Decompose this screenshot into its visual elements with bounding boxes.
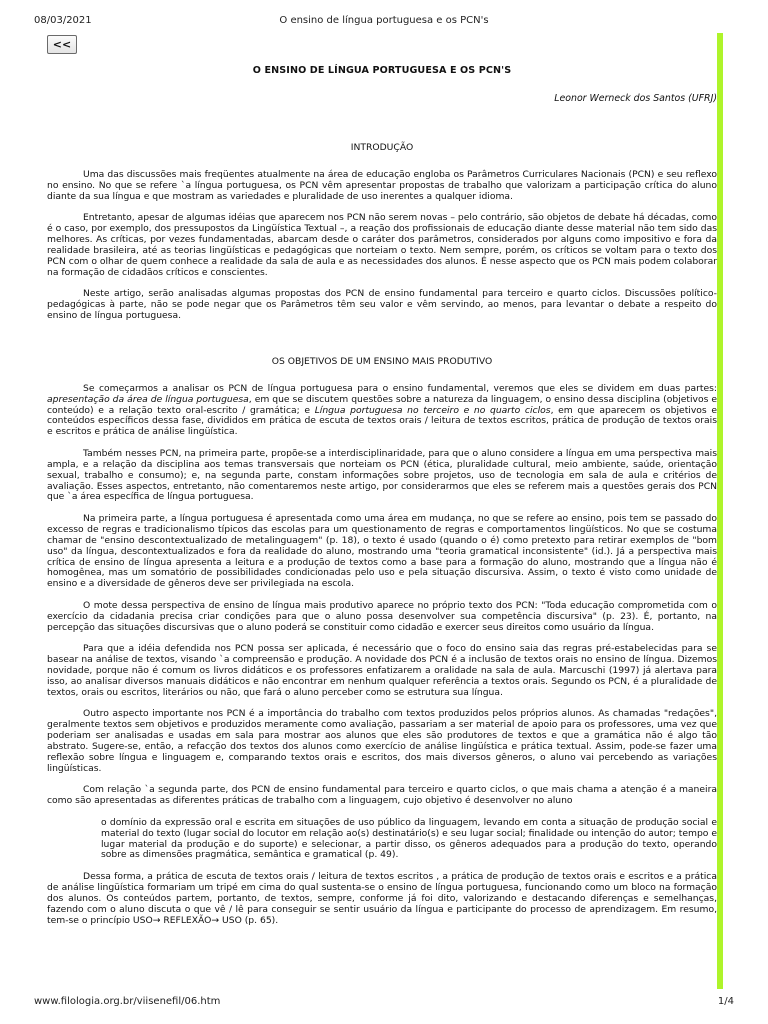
- paragraph-text: , em que se discutem questões sobre a natureza da linguagem, o ensino dessa disciplina (objetivos e conteúdo) e a relação texto oral-escrito / gramática; e: [47, 393, 717, 416]
- print-footer: [34, 996, 734, 1010]
- article-title: O ENSINO DE LÍNGUA PORTUGUESA E OS PCN'S: [252, 65, 512, 76]
- paragraph: Também nesses PCN, na primeira parte, propõe-se a interdisciplinaridade, para que o aluno considere a língua em uma perspectiva mais ampla, e a relação da disciplina aos temas transversais que norteiam os PCN (ética, pluralidade cultural, meio ambiente, saúde, orientação sexual, trabalho e consumo); e, na segunda parte, constam informações sobre projetos, uso de tecnologia em sala de aula e critérios de avaliação. Esses aspectos, entretanto, não comentaremos neste artigo, por considerarmos que eles se referem mais a questões gerais dos PCN que `a área específica de língua portuguesa.: [47, 447, 717, 503]
- paragraph: O mote dessa perspectiva de ensino de língua mais produtivo aparece no próprio texto dos PCN: "Toda educação comprometida com o exercício da cidadania precisa criar condições para que o aluno possa desenvolver sua competência discursiva" (p. 23). É, portanto, na percepção das situações discursivas que o aluno poderá se constituir como cidadão e exercer seus direitos como usuário da língua.: [47, 599, 717, 633]
- italic-phrase: apresentação da área de língua portuguesa: [47, 393, 249, 405]
- paragraph: [47, 384, 717, 439]
- paragraph: Dessa forma, a prática de escuta de textos orais / leitura de textos escritos , a prática de produção de textos orais e escritos e a prática de análise lingüística formariam um tripé em cima do qual sustenta-se o ensino de língua portuguesa, funcionando como um bloco na formação dos alunos. Os conteúdos partem, portanto, de textos, sempre, conforme já foi dito, valorizando e destacando diferenças e semelhanças, fazendo com o aluno discuta o que vê / lê para conseguir se sentir usuário da língua e participante do processo de aprendizagem. Em resumo, tem-se o princípio USO→ REFLEXÃO→ USO (p. 65).: [47, 870, 717, 926]
- paragraph: Neste artigo, serão analisadas algumas propostas dos PCN de ensino fundamental para terceiro e quarto ciclos. Discussões político-pedagógicas à parte, não se pode negar que os Parâmetros têm seu valor e vêm servindo, ao menos, para levantar o debate a respeito do ensino de língua portuguesa.: [47, 288, 717, 321]
- paragraph: Entretanto, apesar de algumas idéias que aparecem nos PCN não serem novas – pelo contrário, são objetos de debate há décadas, como é o caso, por exemplo, dos pressupostos da Lingüística Textual –, a reação dos profissionais de educação diante desse material não tem sido das melhores. As críticas, por vezes fundamentadas, abarcam desde o caráter dos parâmetros, considerados por alguns como impositivo e fora da realidade brasileira, até as teorias lingüísticas e pedagógicas que norteiam o texto. Nem sempre, porém, os críticos se voltam para o texto dos PCN com o olhar de quem conhece a realidade da sala de aula e as necessidades dos alunos. É nesse aspecto que os PCN mais podem colaborar na formação de cidadãos críticos e conscientes.: [47, 212, 717, 278]
- print-url: www.filologia.org.br/viisenefil/06.htm: [34, 996, 221, 1007]
- green-accent-bar: [717, 33, 723, 989]
- paragraph-text: , em que aparecem os objetivos e conteúdos específicos dessa fase, divididos em prática de escuta de textos orais / leitura de textos escritos, prática de produção de textos orais e escritos e prática de análise lingüística.: [47, 404, 718, 438]
- paragraph: Na primeira parte, a língua portuguesa é apresentada como uma área em mudança, no que se refere ao ensino, pois tem se passado do excesso de regras e tradicionalismo típicos das escolas para um questionamento de regras e comportamentos lingüísticos. No que se costuma chamar de "ensino descontextualizado de metalinguagem" (p. 18), o texto é usado (quando o é) como pretexto para retirar exemplos de "bom uso" da língua, descontextualizados e fora da realidade do aluno, mostrando uma "teoria gramatical inconsistente" (id.). Já a perspectiva mais crítica de ensino de língua apresenta a leitura e a produção de textos como a base para a formação do aluno, mostrando que a língua não é homogênea, mas um somatório de possibilidades condicionadas pelo uso e pela situação discursiva. Assim, o texto é visto como unidade de ensino e a diversidade de gêneros deve ser privilegiada na escola.: [47, 512, 717, 590]
- block-quote: o domínio da expressão oral e escrita em situações de uso público da linguagem, levando em conta a situação de produção social e material do texto (lugar social do locutor em relação ao(s) destinatário(s) e seu lugar social; finalidade ou intenção do autor; tempo e lugar material da produção e do suporte) e selecionar, a partir disso, os gêneros adequados para a produção do texto, operando sobre as dimensões pragmática, semântica e gramatical (p. 49).: [101, 816, 717, 861]
- intro-heading: INTRODUÇÃO: [350, 141, 414, 153]
- paragraph: Uma das discussões mais freqüentes atualmente na área de educação engloba os Parâmetros Curriculares Nacionais (PCN) e seu reflexo no ensino. No que se refere `a língua portuguesa, os PCN vêm apresentar propostas de trabalho que valorizam a participação crítica do aluno diante da sua língua e que mostram as variedades e pluralidade de uso inerentes a qualquer idioma.: [47, 168, 717, 202]
- section-heading-objetivos: OS OBJETIVOS DE UM ENSINO MAIS PRODUTIVO: [271, 355, 493, 367]
- article-author: Leonor Werneck dos Santos (UFRJ): [554, 92, 717, 104]
- back-button[interactable]: <<: [47, 35, 77, 54]
- print-page-title: O ensino de língua portuguesa e os PCN's: [279, 15, 489, 26]
- paragraph-text: Se começarmos a analisar os PCN de língua portuguesa para o ensino fundamental, veremos que eles se dividem em duas partes:: [83, 382, 717, 394]
- print-date: 08/03/2021: [34, 15, 92, 26]
- article-content: [47, 66, 717, 937]
- italic-phrase: Língua portuguesa no terceiro e no quarto ciclos: [314, 404, 551, 416]
- paragraph: Com relação `a segunda parte, dos PCN de ensino fundamental para terceiro e quarto ciclos, o que mais chama a atenção é a maneira como são apresentadas as diferentes práticas de trabalho com a linguagem, cujo objetivo é desenvolver no aluno: [47, 784, 717, 807]
- page-number: 1/4: [717, 996, 734, 1007]
- paragraph: Para que a idéia defendida nos PCN possa ser aplicada, é necessário que o foco do ensino saia das regras pré-estabelecidas para se basear na análise de textos, visando `a compreensão e produção. A novidade dos PCN é a inclusão de textos orais no ensino de língua. Dizemos novidade, porque não é comum os livros didáticos e os professores enfatizarem a oralidade na sala de aula. Marcuschi (1997) já alertava para isso, ao analisar diversos manuais didáticos e não encontrar em nenhum qualquer referência a textos orais. Segundo os PCN, é a pluralidade de textos, orais ou escritos, literários ou não, que fará o aluno perceber como se estrutura sua língua.: [47, 643, 717, 698]
- print-header: [34, 15, 734, 29]
- paragraph: Outro aspecto importante nos PCN é a importância do trabalho com textos produzidos pelos próprios alunos. As chamadas "redações", geralmente textos sem objetivos e produzidos meramente como avaliação, passariam a ser material de apoio para os professores, uma vez que poderiam ser analisadas e usadas em sala para mostrar aos alunos que eles são produtores de textos e que a gramática não é algo tão abstrato. Sugere-se, então, a refacção dos textos dos alunos como exercício de análise lingüística e prática textual. Assim, pode-se fazer uma reflexão sobre língua e linguagem e, comparando textos orais e escritos, dos mais diversos gêneros, o aluno vai percebendo as variações lingüísticas.: [47, 708, 717, 774]
